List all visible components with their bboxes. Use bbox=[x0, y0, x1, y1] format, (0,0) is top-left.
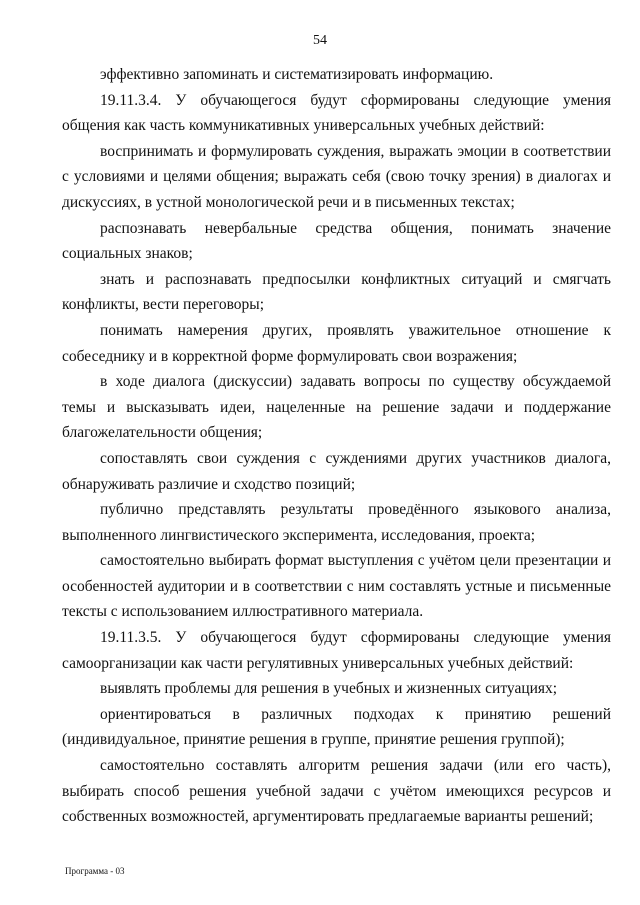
skill-item: знать и распознавать предпосылки конфликтных ситуаций и смягчать конфликты, вести переговоры; bbox=[62, 270, 611, 314]
skill-item: в ходе диалога (дискуссии) задавать вопросы по существу обсуждаемой темы и высказывать идеи, нацеленные на решение задачи и поддержание благожелательности общения; bbox=[62, 373, 611, 442]
skill-item: самостоятельно составлять алгоритм решения задачи (или его часть), выбирать способ решения учебной задачи с учётом имеющихся ресурсов и собственных возможностей, аргументировать предлагаемые варианты решений; bbox=[62, 757, 611, 826]
skill-item: самостоятельно выбирать формат выступления с учётом цели презентации и особенностей аудитории и в соответствии с ним составлять устные и письменные тексты с использованием иллюстративного материала. bbox=[62, 552, 611, 621]
skill-item: понимать намерения других, проявлять уважительное отношение к собеседнику и в корректной форме формулировать свои возражения; bbox=[62, 321, 611, 365]
section-heading-19-11-3-4: 19.11.3.4. У обучающегося будут сформированы следующие умения общения как часть коммуникативных универсальных учебных действий: bbox=[62, 91, 611, 135]
skill-item: воспринимать и формулировать суждения, выражать эмоции в соответствии с условиями и целями общения; выражать себя (свою точку зрения) в диалогах и дискуссиях, в устной монологической речи и в письменных текстах; bbox=[62, 142, 611, 211]
document-body bbox=[62, 62, 611, 830]
skill-item: выявлять проблемы для решения в учебных и жизненных ситуациях; bbox=[100, 680, 558, 698]
skill-item: ориентироваться в различных подходах к принятию решений (индивидуальное, принятие решения в группе, принятие решения группой); bbox=[62, 705, 611, 749]
page-number: 54 bbox=[313, 33, 327, 48]
skill-item: публично представлять результаты проведённого языкового анализа, выполненного лингвистического эксперимента, исследования, проекта; bbox=[62, 501, 611, 544]
page-footer: Программа - 03 bbox=[65, 866, 125, 876]
skill-item: сопоставлять свои суждения с суждениями других участников диалога, обнаруживать различие и сходство позиций; bbox=[62, 449, 611, 493]
paragraph-continuation: эффективно запоминать и систематизировать информацию. bbox=[100, 66, 494, 83]
section-heading-19-11-3-5: 19.11.3.5. У обучающегося будут сформированы следующие умения самоорганизации как части регулятивных универсальных учебных действий: bbox=[62, 629, 611, 672]
skill-item: распознавать невербальные средства общения, понимать значение социальных знаков; bbox=[62, 219, 611, 263]
